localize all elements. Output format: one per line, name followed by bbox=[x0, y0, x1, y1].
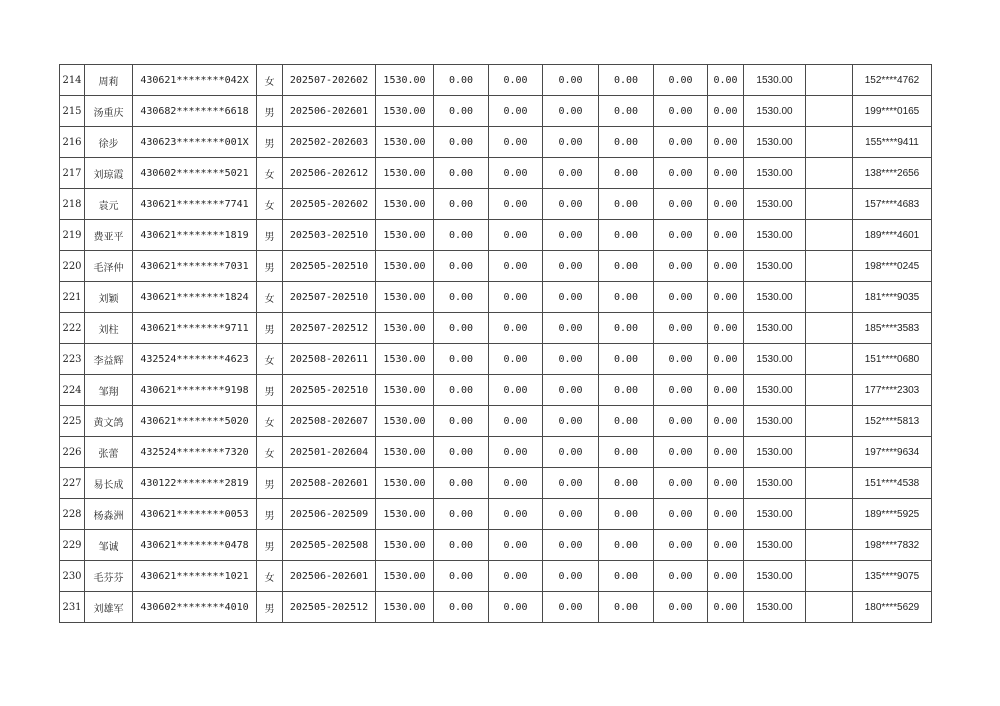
cell-subsidy-2: 0.00 bbox=[489, 375, 543, 406]
table-row bbox=[60, 251, 932, 282]
cell-period: 202505-202510 bbox=[283, 251, 376, 282]
cell-subsidy-6: 0.00 bbox=[708, 189, 744, 220]
cell-gender: 男 bbox=[257, 313, 283, 344]
cell-subsidy-5: 0.00 bbox=[654, 561, 708, 592]
cell-phone: 138****2656 bbox=[853, 158, 932, 189]
cell-subsidy-6: 0.00 bbox=[708, 375, 744, 406]
cell-remark bbox=[806, 189, 853, 220]
cell-period: 202507-202602 bbox=[283, 65, 376, 96]
cell-remark bbox=[806, 561, 853, 592]
cell-phone: 197****9634 bbox=[853, 437, 932, 468]
cell-subsidy-2: 0.00 bbox=[489, 561, 543, 592]
cell-amount: 1530.00 bbox=[376, 406, 434, 437]
cell-period: 202502-202603 bbox=[283, 127, 376, 158]
cell-remark bbox=[806, 437, 853, 468]
cell-total: 1530.00 bbox=[744, 499, 806, 530]
table-row bbox=[60, 313, 932, 344]
cell-subsidy-5: 0.00 bbox=[654, 592, 708, 623]
cell-name: 汤重庆 bbox=[85, 96, 133, 127]
cell-phone: 185****3583 bbox=[853, 313, 932, 344]
cell-subsidy-5: 0.00 bbox=[654, 375, 708, 406]
cell-gender: 男 bbox=[257, 96, 283, 127]
cell-name: 刘颖 bbox=[85, 282, 133, 313]
cell-subsidy-6: 0.00 bbox=[708, 65, 744, 96]
cell-total: 1530.00 bbox=[744, 468, 806, 499]
cell-total: 1530.00 bbox=[744, 313, 806, 344]
cell-row-number: 224 bbox=[60, 375, 85, 406]
cell-period: 202505-202512 bbox=[283, 592, 376, 623]
cell-period: 202503-202510 bbox=[283, 220, 376, 251]
cell-subsidy-2: 0.00 bbox=[489, 158, 543, 189]
cell-period: 202506-202509 bbox=[283, 499, 376, 530]
table-row bbox=[60, 406, 932, 437]
cell-remark bbox=[806, 282, 853, 313]
cell-subsidy-3: 0.00 bbox=[543, 437, 599, 468]
cell-subsidy-1: 0.00 bbox=[434, 189, 489, 220]
cell-name: 黄文鸽 bbox=[85, 406, 133, 437]
cell-remark bbox=[806, 220, 853, 251]
cell-amount: 1530.00 bbox=[376, 592, 434, 623]
cell-row-number: 225 bbox=[60, 406, 85, 437]
cell-total: 1530.00 bbox=[744, 127, 806, 158]
cell-subsidy-3: 0.00 bbox=[543, 96, 599, 127]
cell-total: 1530.00 bbox=[744, 437, 806, 468]
cell-subsidy-1: 0.00 bbox=[434, 96, 489, 127]
cell-period: 202508-202607 bbox=[283, 406, 376, 437]
cell-subsidy-5: 0.00 bbox=[654, 344, 708, 375]
table-row bbox=[60, 375, 932, 406]
cell-subsidy-1: 0.00 bbox=[434, 282, 489, 313]
cell-subsidy-2: 0.00 bbox=[489, 251, 543, 282]
cell-amount: 1530.00 bbox=[376, 158, 434, 189]
cell-subsidy-4: 0.00 bbox=[599, 592, 654, 623]
cell-id-number: 430122********2819 bbox=[133, 468, 257, 499]
cell-gender: 男 bbox=[257, 530, 283, 561]
cell-subsidy-2: 0.00 bbox=[489, 406, 543, 437]
cell-name: 刘柱 bbox=[85, 313, 133, 344]
cell-gender: 女 bbox=[257, 65, 283, 96]
cell-subsidy-5: 0.00 bbox=[654, 499, 708, 530]
cell-subsidy-6: 0.00 bbox=[708, 437, 744, 468]
cell-total: 1530.00 bbox=[744, 220, 806, 251]
cell-total: 1530.00 bbox=[744, 96, 806, 127]
cell-name: 邹翔 bbox=[85, 375, 133, 406]
cell-remark bbox=[806, 499, 853, 530]
cell-id-number: 430621********7031 bbox=[133, 251, 257, 282]
cell-gender: 女 bbox=[257, 437, 283, 468]
cell-name: 李益辉 bbox=[85, 344, 133, 375]
cell-subsidy-1: 0.00 bbox=[434, 468, 489, 499]
cell-gender: 男 bbox=[257, 468, 283, 499]
cell-subsidy-5: 0.00 bbox=[654, 313, 708, 344]
cell-subsidy-5: 0.00 bbox=[654, 189, 708, 220]
cell-subsidy-6: 0.00 bbox=[708, 344, 744, 375]
cell-subsidy-3: 0.00 bbox=[543, 220, 599, 251]
cell-subsidy-4: 0.00 bbox=[599, 344, 654, 375]
cell-total: 1530.00 bbox=[744, 530, 806, 561]
cell-period: 202506-202601 bbox=[283, 561, 376, 592]
cell-period: 202508-202601 bbox=[283, 468, 376, 499]
cell-remark bbox=[806, 530, 853, 561]
cell-subsidy-4: 0.00 bbox=[599, 158, 654, 189]
cell-amount: 1530.00 bbox=[376, 468, 434, 499]
cell-amount: 1530.00 bbox=[376, 344, 434, 375]
cell-subsidy-2: 0.00 bbox=[489, 189, 543, 220]
cell-id-number: 430621********0053 bbox=[133, 499, 257, 530]
cell-period: 202506-202612 bbox=[283, 158, 376, 189]
cell-name: 周莉 bbox=[85, 65, 133, 96]
cell-subsidy-6: 0.00 bbox=[708, 406, 744, 437]
cell-gender: 女 bbox=[257, 406, 283, 437]
cell-subsidy-4: 0.00 bbox=[599, 561, 654, 592]
cell-id-number: 430621********1021 bbox=[133, 561, 257, 592]
cell-subsidy-2: 0.00 bbox=[489, 282, 543, 313]
cell-period: 202506-202601 bbox=[283, 96, 376, 127]
cell-row-number: 221 bbox=[60, 282, 85, 313]
cell-period: 202505-202510 bbox=[283, 375, 376, 406]
cell-subsidy-1: 0.00 bbox=[434, 220, 489, 251]
cell-period: 202508-202611 bbox=[283, 344, 376, 375]
cell-gender: 男 bbox=[257, 375, 283, 406]
cell-phone: 152****4762 bbox=[853, 65, 932, 96]
cell-total: 1530.00 bbox=[744, 158, 806, 189]
cell-gender: 女 bbox=[257, 189, 283, 220]
cell-amount: 1530.00 bbox=[376, 96, 434, 127]
cell-phone: 151****4538 bbox=[853, 468, 932, 499]
cell-subsidy-5: 0.00 bbox=[654, 65, 708, 96]
cell-gender: 女 bbox=[257, 282, 283, 313]
cell-id-number: 430621********7741 bbox=[133, 189, 257, 220]
cell-total: 1530.00 bbox=[744, 251, 806, 282]
cell-id-number: 430621********0478 bbox=[133, 530, 257, 561]
cell-subsidy-5: 0.00 bbox=[654, 127, 708, 158]
cell-subsidy-4: 0.00 bbox=[599, 313, 654, 344]
cell-name: 杨淼洲 bbox=[85, 499, 133, 530]
cell-subsidy-4: 0.00 bbox=[599, 127, 654, 158]
cell-gender: 女 bbox=[257, 344, 283, 375]
cell-row-number: 216 bbox=[60, 127, 85, 158]
table-row bbox=[60, 158, 932, 189]
cell-subsidy-3: 0.00 bbox=[543, 530, 599, 561]
cell-subsidy-2: 0.00 bbox=[489, 220, 543, 251]
cell-subsidy-3: 0.00 bbox=[543, 158, 599, 189]
cell-id-number: 430621********1824 bbox=[133, 282, 257, 313]
cell-subsidy-4: 0.00 bbox=[599, 499, 654, 530]
cell-subsidy-1: 0.00 bbox=[434, 592, 489, 623]
cell-amount: 1530.00 bbox=[376, 437, 434, 468]
cell-id-number: 430621********1819 bbox=[133, 220, 257, 251]
cell-name: 费亚平 bbox=[85, 220, 133, 251]
cell-id-number: 430602********5021 bbox=[133, 158, 257, 189]
cell-amount: 1530.00 bbox=[376, 65, 434, 96]
cell-row-number: 217 bbox=[60, 158, 85, 189]
cell-subsidy-2: 0.00 bbox=[489, 499, 543, 530]
cell-subsidy-4: 0.00 bbox=[599, 406, 654, 437]
cell-row-number: 218 bbox=[60, 189, 85, 220]
table-row bbox=[60, 592, 932, 623]
cell-total: 1530.00 bbox=[744, 189, 806, 220]
cell-name: 易长成 bbox=[85, 468, 133, 499]
cell-subsidy-4: 0.00 bbox=[599, 220, 654, 251]
cell-remark bbox=[806, 375, 853, 406]
cell-subsidy-6: 0.00 bbox=[708, 282, 744, 313]
cell-gender: 男 bbox=[257, 127, 283, 158]
table-row bbox=[60, 220, 932, 251]
table-row bbox=[60, 96, 932, 127]
cell-amount: 1530.00 bbox=[376, 282, 434, 313]
cell-subsidy-5: 0.00 bbox=[654, 437, 708, 468]
cell-subsidy-4: 0.00 bbox=[599, 437, 654, 468]
cell-subsidy-2: 0.00 bbox=[489, 96, 543, 127]
cell-period: 202505-202602 bbox=[283, 189, 376, 220]
cell-subsidy-2: 0.00 bbox=[489, 127, 543, 158]
cell-subsidy-6: 0.00 bbox=[708, 251, 744, 282]
cell-period: 202501-202604 bbox=[283, 437, 376, 468]
cell-phone: 177****2303 bbox=[853, 375, 932, 406]
cell-remark bbox=[806, 406, 853, 437]
cell-subsidy-3: 0.00 bbox=[543, 561, 599, 592]
cell-subsidy-3: 0.00 bbox=[543, 375, 599, 406]
cell-name: 邹诚 bbox=[85, 530, 133, 561]
cell-name: 毛芬芬 bbox=[85, 561, 133, 592]
cell-gender: 男 bbox=[257, 220, 283, 251]
cell-subsidy-1: 0.00 bbox=[434, 127, 489, 158]
cell-subsidy-6: 0.00 bbox=[708, 561, 744, 592]
table-row bbox=[60, 127, 932, 158]
cell-total: 1530.00 bbox=[744, 65, 806, 96]
cell-row-number: 220 bbox=[60, 251, 85, 282]
cell-gender: 男 bbox=[257, 251, 283, 282]
cell-subsidy-6: 0.00 bbox=[708, 158, 744, 189]
cell-row-number: 231 bbox=[60, 592, 85, 623]
cell-subsidy-2: 0.00 bbox=[489, 592, 543, 623]
cell-row-number: 229 bbox=[60, 530, 85, 561]
cell-row-number: 223 bbox=[60, 344, 85, 375]
cell-period: 202507-202512 bbox=[283, 313, 376, 344]
cell-row-number: 230 bbox=[60, 561, 85, 592]
cell-remark bbox=[806, 127, 853, 158]
cell-amount: 1530.00 bbox=[376, 530, 434, 561]
cell-gender: 女 bbox=[257, 158, 283, 189]
cell-remark bbox=[806, 158, 853, 189]
cell-total: 1530.00 bbox=[744, 282, 806, 313]
cell-subsidy-2: 0.00 bbox=[489, 313, 543, 344]
cell-subsidy-1: 0.00 bbox=[434, 375, 489, 406]
cell-subsidy-3: 0.00 bbox=[543, 592, 599, 623]
cell-phone: 198****0245 bbox=[853, 251, 932, 282]
cell-subsidy-1: 0.00 bbox=[434, 158, 489, 189]
cell-subsidy-5: 0.00 bbox=[654, 282, 708, 313]
cell-subsidy-2: 0.00 bbox=[489, 437, 543, 468]
cell-remark bbox=[806, 344, 853, 375]
cell-name: 徐步 bbox=[85, 127, 133, 158]
cell-subsidy-1: 0.00 bbox=[434, 344, 489, 375]
cell-subsidy-1: 0.00 bbox=[434, 561, 489, 592]
cell-subsidy-1: 0.00 bbox=[434, 530, 489, 561]
cell-remark bbox=[806, 592, 853, 623]
cell-amount: 1530.00 bbox=[376, 220, 434, 251]
cell-subsidy-3: 0.00 bbox=[543, 344, 599, 375]
cell-subsidy-5: 0.00 bbox=[654, 220, 708, 251]
cell-row-number: 227 bbox=[60, 468, 85, 499]
cell-subsidy-1: 0.00 bbox=[434, 437, 489, 468]
cell-name: 袁元 bbox=[85, 189, 133, 220]
cell-id-number: 430682********6618 bbox=[133, 96, 257, 127]
cell-subsidy-2: 0.00 bbox=[489, 530, 543, 561]
cell-subsidy-3: 0.00 bbox=[543, 282, 599, 313]
cell-subsidy-4: 0.00 bbox=[599, 530, 654, 561]
cell-remark bbox=[806, 313, 853, 344]
cell-phone: 152****5813 bbox=[853, 406, 932, 437]
table-row bbox=[60, 530, 932, 561]
cell-id-number: 430621********9198 bbox=[133, 375, 257, 406]
cell-subsidy-3: 0.00 bbox=[543, 189, 599, 220]
cell-subsidy-6: 0.00 bbox=[708, 96, 744, 127]
cell-row-number: 214 bbox=[60, 65, 85, 96]
cell-period: 202507-202510 bbox=[283, 282, 376, 313]
table-row bbox=[60, 499, 932, 530]
cell-subsidy-4: 0.00 bbox=[599, 189, 654, 220]
cell-subsidy-4: 0.00 bbox=[599, 65, 654, 96]
cell-phone: 189****5925 bbox=[853, 499, 932, 530]
cell-row-number: 222 bbox=[60, 313, 85, 344]
cell-subsidy-6: 0.00 bbox=[708, 220, 744, 251]
cell-row-number: 228 bbox=[60, 499, 85, 530]
cell-amount: 1530.00 bbox=[376, 251, 434, 282]
table-body bbox=[60, 65, 932, 623]
cell-id-number: 430602********4010 bbox=[133, 592, 257, 623]
cell-subsidy-5: 0.00 bbox=[654, 158, 708, 189]
cell-subsidy-3: 0.00 bbox=[543, 499, 599, 530]
cell-name: 张蕾 bbox=[85, 437, 133, 468]
cell-phone: 198****7832 bbox=[853, 530, 932, 561]
cell-subsidy-3: 0.00 bbox=[543, 468, 599, 499]
cell-subsidy-2: 0.00 bbox=[489, 468, 543, 499]
cell-row-number: 215 bbox=[60, 96, 85, 127]
cell-phone: 157****4683 bbox=[853, 189, 932, 220]
cell-subsidy-2: 0.00 bbox=[489, 65, 543, 96]
cell-period: 202505-202508 bbox=[283, 530, 376, 561]
cell-subsidy-4: 0.00 bbox=[599, 375, 654, 406]
cell-subsidy-3: 0.00 bbox=[543, 65, 599, 96]
cell-phone: 151****0680 bbox=[853, 344, 932, 375]
cell-remark bbox=[806, 65, 853, 96]
cell-total: 1530.00 bbox=[744, 344, 806, 375]
cell-subsidy-6: 0.00 bbox=[708, 313, 744, 344]
cell-gender: 男 bbox=[257, 499, 283, 530]
cell-id-number: 432524********7320 bbox=[133, 437, 257, 468]
cell-subsidy-5: 0.00 bbox=[654, 96, 708, 127]
cell-subsidy-1: 0.00 bbox=[434, 251, 489, 282]
cell-id-number: 430621********9711 bbox=[133, 313, 257, 344]
cell-subsidy-5: 0.00 bbox=[654, 468, 708, 499]
cell-gender: 女 bbox=[257, 561, 283, 592]
cell-phone: 181****9035 bbox=[853, 282, 932, 313]
table-row bbox=[60, 189, 932, 220]
cell-subsidy-3: 0.00 bbox=[543, 406, 599, 437]
table-row bbox=[60, 561, 932, 592]
cell-subsidy-6: 0.00 bbox=[708, 530, 744, 561]
cell-row-number: 219 bbox=[60, 220, 85, 251]
cell-remark bbox=[806, 251, 853, 282]
cell-amount: 1530.00 bbox=[376, 313, 434, 344]
cell-amount: 1530.00 bbox=[376, 561, 434, 592]
cell-subsidy-6: 0.00 bbox=[708, 127, 744, 158]
cell-total: 1530.00 bbox=[744, 592, 806, 623]
cell-subsidy-2: 0.00 bbox=[489, 344, 543, 375]
cell-subsidy-5: 0.00 bbox=[654, 406, 708, 437]
cell-subsidy-1: 0.00 bbox=[434, 499, 489, 530]
cell-subsidy-1: 0.00 bbox=[434, 313, 489, 344]
cell-phone: 189****4601 bbox=[853, 220, 932, 251]
cell-subsidy-4: 0.00 bbox=[599, 468, 654, 499]
table-row bbox=[60, 344, 932, 375]
data-table bbox=[59, 64, 932, 623]
cell-subsidy-6: 0.00 bbox=[708, 468, 744, 499]
cell-subsidy-3: 0.00 bbox=[543, 251, 599, 282]
cell-id-number: 430623********001X bbox=[133, 127, 257, 158]
cell-amount: 1530.00 bbox=[376, 375, 434, 406]
cell-subsidy-6: 0.00 bbox=[708, 592, 744, 623]
cell-subsidy-4: 0.00 bbox=[599, 251, 654, 282]
cell-row-number: 226 bbox=[60, 437, 85, 468]
cell-total: 1530.00 bbox=[744, 561, 806, 592]
cell-phone: 180****5629 bbox=[853, 592, 932, 623]
cell-gender: 男 bbox=[257, 592, 283, 623]
cell-subsidy-3: 0.00 bbox=[543, 313, 599, 344]
cell-id-number: 432524********4623 bbox=[133, 344, 257, 375]
cell-subsidy-4: 0.00 bbox=[599, 282, 654, 313]
cell-subsidy-3: 0.00 bbox=[543, 127, 599, 158]
cell-amount: 1530.00 bbox=[376, 499, 434, 530]
cell-id-number: 430621********5020 bbox=[133, 406, 257, 437]
table-row bbox=[60, 282, 932, 313]
table-row bbox=[60, 65, 932, 96]
cell-subsidy-5: 0.00 bbox=[654, 530, 708, 561]
cell-subsidy-1: 0.00 bbox=[434, 406, 489, 437]
cell-phone: 155****9411 bbox=[853, 127, 932, 158]
cell-name: 刘雄军 bbox=[85, 592, 133, 623]
cell-id-number: 430621********042X bbox=[133, 65, 257, 96]
table-row bbox=[60, 468, 932, 499]
cell-remark bbox=[806, 96, 853, 127]
table-row bbox=[60, 437, 932, 468]
cell-subsidy-5: 0.00 bbox=[654, 251, 708, 282]
cell-phone: 135****9075 bbox=[853, 561, 932, 592]
cell-remark bbox=[806, 468, 853, 499]
cell-amount: 1530.00 bbox=[376, 189, 434, 220]
cell-name: 毛泽仲 bbox=[85, 251, 133, 282]
cell-subsidy-6: 0.00 bbox=[708, 499, 744, 530]
cell-phone: 199****0165 bbox=[853, 96, 932, 127]
cell-amount: 1530.00 bbox=[376, 127, 434, 158]
cell-total: 1530.00 bbox=[744, 406, 806, 437]
cell-name: 刘琼霞 bbox=[85, 158, 133, 189]
cell-subsidy-4: 0.00 bbox=[599, 96, 654, 127]
cell-total: 1530.00 bbox=[744, 375, 806, 406]
cell-subsidy-1: 0.00 bbox=[434, 65, 489, 96]
